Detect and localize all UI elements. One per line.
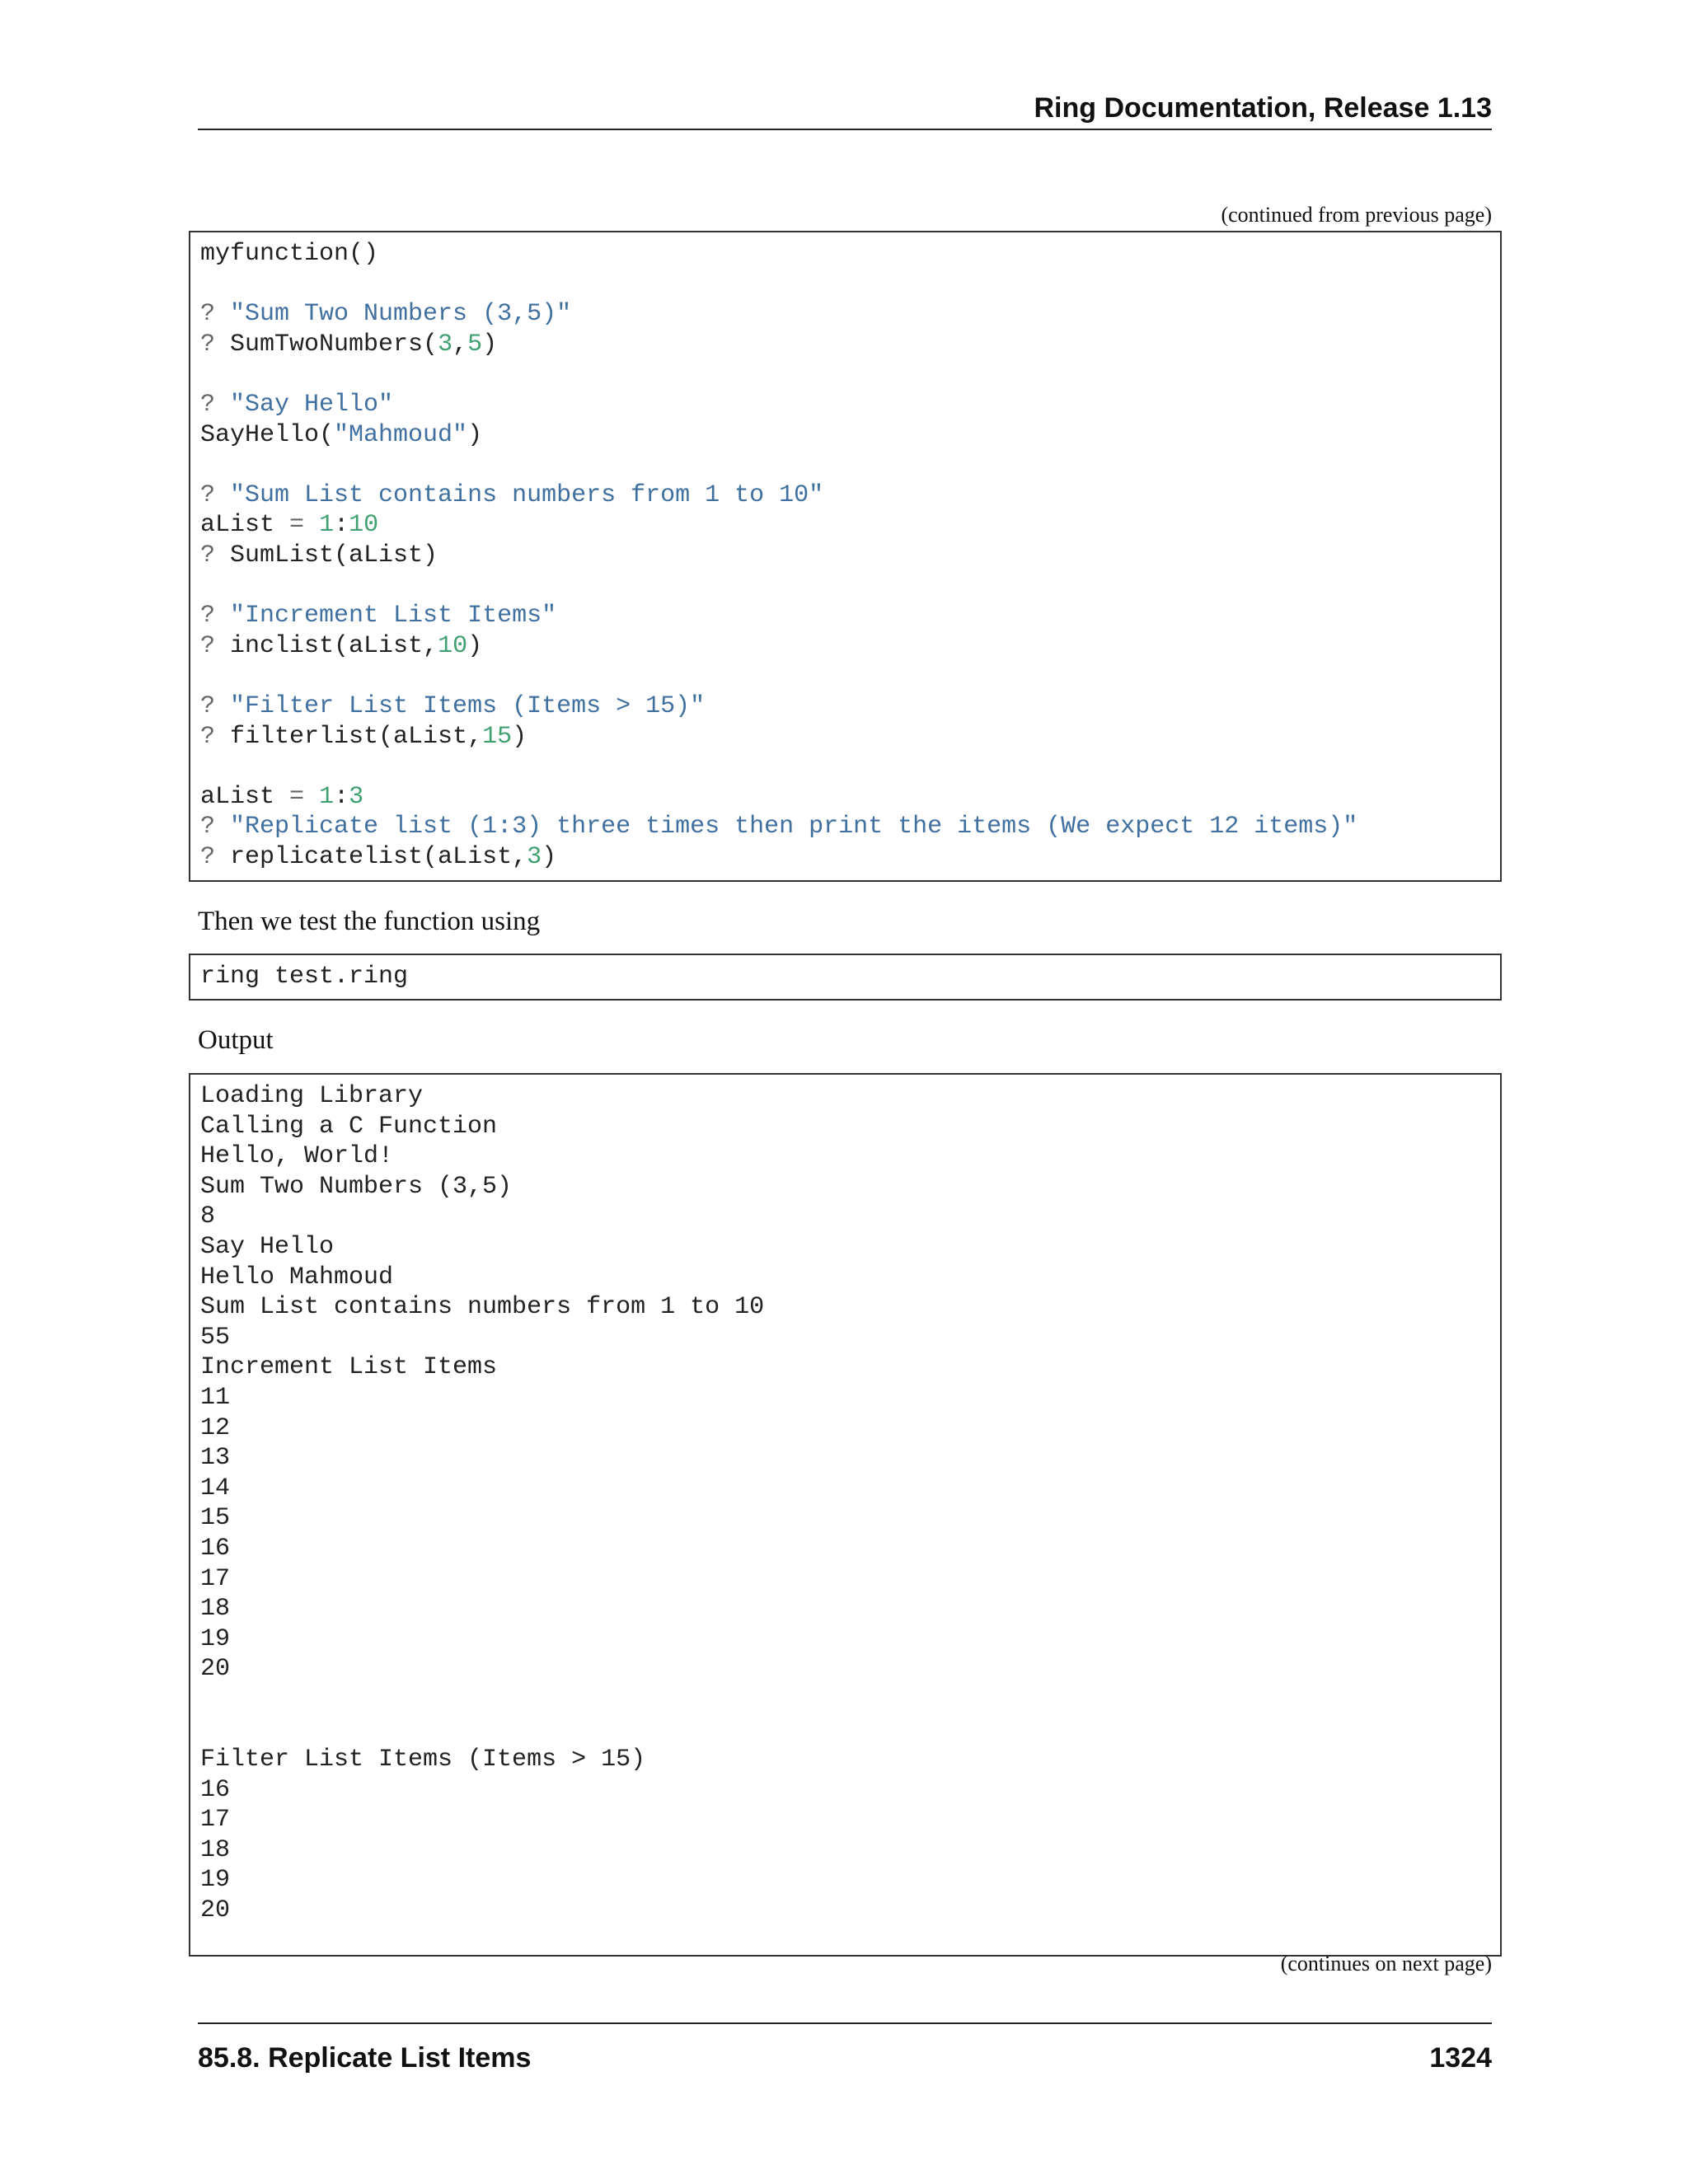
- footer-rule: [198, 2022, 1492, 2024]
- output-line: Calling a C Function: [200, 1112, 498, 1141]
- output-line: 19: [200, 1866, 231, 1895]
- code-line: ? replicatelist(aList,3): [200, 842, 557, 871]
- code-listing: [200, 239, 1492, 872]
- output-block: [189, 1073, 1502, 1957]
- code-line: ? "Sum Two Numbers (3,5)": [200, 300, 572, 329]
- code-line: ? "Filter List Items (Items > 15)": [200, 691, 706, 720]
- output-line: 12: [200, 1413, 231, 1442]
- output-line: Increment List Items: [200, 1353, 498, 1382]
- code-line: aList = 1:3: [200, 782, 364, 811]
- code-block-command: [189, 954, 1502, 1001]
- output-line: Hello Mahmoud: [200, 1263, 394, 1291]
- output-line: 14: [200, 1474, 231, 1502]
- output-listing: [200, 1081, 1492, 1926]
- output-line: Sum Two Numbers (3,5): [200, 1172, 513, 1201]
- code-line: ? SumList(aList): [200, 541, 438, 569]
- code-block-ring-test: [189, 231, 1502, 882]
- footer-section-title: 85.8. Replicate List Items: [198, 2042, 532, 2074]
- code-line: aList = 1:10: [200, 511, 379, 540]
- output-line: Sum List contains numbers from 1 to 10: [200, 1293, 765, 1322]
- code-line: ? inclist(aList,10): [200, 631, 483, 660]
- output-line: 18: [200, 1835, 231, 1864]
- paragraph-output: Output: [198, 1025, 274, 1055]
- output-line: 20: [200, 1896, 231, 1925]
- output-line: Filter List Items (Items > 15): [200, 1746, 646, 1774]
- code-line: ? "Sum List contains numbers from 1 to 10": [200, 480, 824, 509]
- output-line: 13: [200, 1444, 231, 1473]
- output-line: 8: [200, 1202, 216, 1231]
- code-line: myfunction(): [200, 240, 379, 268]
- output-line: 18: [200, 1595, 231, 1624]
- code-line: ? "Replicate list (1:3) three times then print the items (We expect 12 items)": [200, 813, 1358, 841]
- output-line: 11: [200, 1383, 231, 1412]
- code-line: ? "Increment List Items": [200, 602, 557, 630]
- code-line: SayHello("Mahmoud"): [200, 420, 483, 449]
- code-line: ? "Say Hello": [200, 390, 394, 419]
- continues-on-note: (continues on next page): [1280, 1952, 1492, 1975]
- output-line: 16: [200, 1534, 231, 1563]
- output-line: Loading Library: [200, 1082, 424, 1110]
- code-line: ? filterlist(aList,15): [200, 722, 528, 751]
- paragraph-test-function: Then we test the function using: [198, 907, 541, 936]
- continued-from-note: (continued from previous page): [1221, 203, 1492, 227]
- command-line: ring test.ring: [200, 963, 409, 991]
- output-line: Say Hello: [200, 1232, 335, 1261]
- code-line: ? SumTwoNumbers(3,5): [200, 330, 498, 359]
- header-rule: [198, 129, 1492, 130]
- output-line: 15: [200, 1504, 231, 1533]
- output-line: 55: [200, 1323, 231, 1352]
- output-line: 17: [200, 1806, 231, 1835]
- output-line: 16: [200, 1775, 231, 1804]
- output-line: 20: [200, 1655, 231, 1684]
- page-header-title: Ring Documentation, Release 1.13: [1034, 92, 1492, 124]
- output-line: 19: [200, 1624, 231, 1653]
- output-line: Hello, World!: [200, 1142, 394, 1171]
- output-line: 17: [200, 1564, 231, 1593]
- footer-page-number: 1324: [1429, 2042, 1492, 2074]
